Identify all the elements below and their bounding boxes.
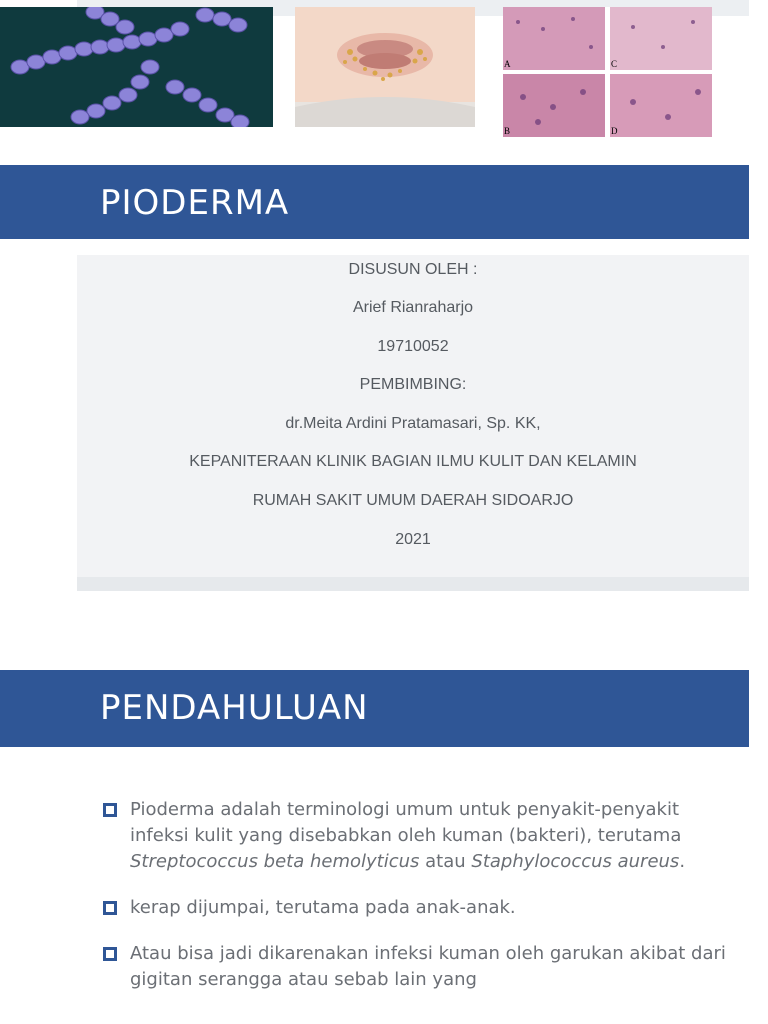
panel-label-d: D bbox=[611, 126, 618, 136]
bacteria-image bbox=[0, 7, 273, 127]
info-line-1: DISUSUN OLEH : bbox=[348, 261, 478, 278]
square-bullet-icon bbox=[103, 901, 117, 915]
department: KEPANITERAAN KLINIK BAGIAN ILMU KULIT DAN KELAMIN bbox=[189, 453, 637, 470]
bullet-1-text-a: Pioderma adalah terminologi umum untuk penyakit-penyakit infeksi kulit yang disebabkan oleh kuman (bakteri), terutama bbox=[130, 799, 682, 846]
hospital: RUMAH SAKIT UMUM DAERAH SIDOARJO bbox=[252, 492, 574, 509]
bullet-1-text-c: . bbox=[679, 851, 686, 872]
panel-footer-strip bbox=[77, 577, 749, 591]
panel-label-b: B bbox=[504, 126, 511, 136]
author-info-panel bbox=[77, 255, 749, 591]
square-bullet-icon bbox=[103, 803, 117, 817]
title-banner bbox=[0, 165, 749, 239]
bullet-item-3 bbox=[103, 941, 733, 993]
histology-image bbox=[503, 7, 712, 137]
author-name: Arief Rianraharjo bbox=[352, 299, 474, 316]
supervisor-name: dr.Meita Ardini Pratamasari, Sp. KK, bbox=[285, 415, 541, 432]
bullet-2-text: kerap dijumpai, terutama pada anak-anak. bbox=[130, 897, 516, 918]
year: 2021 bbox=[395, 531, 431, 548]
section-title: PENDAHULUAN bbox=[100, 688, 369, 728]
bullet-1-species-1: Streptococcus beta hemolyticus bbox=[130, 851, 420, 872]
slide-title: PIODERMA bbox=[100, 183, 290, 223]
student-id: 19710052 bbox=[377, 338, 449, 355]
bullet-list bbox=[103, 797, 733, 1013]
panel-label-a: A bbox=[504, 59, 511, 69]
bullet-1-text-b: atau bbox=[419, 851, 472, 872]
bullet-item-2 bbox=[103, 895, 733, 921]
section-banner bbox=[0, 670, 749, 747]
bullet-3-text: Atau bisa jadi dikarenakan infeksi kuman oleh garukan akibat dari gigitan serangga atau sebab lain yang bbox=[130, 943, 726, 990]
square-bullet-icon bbox=[103, 947, 117, 961]
panel-label-c: C bbox=[611, 59, 618, 69]
supervisor-label: PEMBIMBING: bbox=[359, 376, 467, 393]
bullet-1-species-2: Staphylococcus aureus bbox=[471, 851, 680, 872]
child-face-image bbox=[295, 7, 475, 127]
bullet-item-1 bbox=[103, 797, 733, 875]
